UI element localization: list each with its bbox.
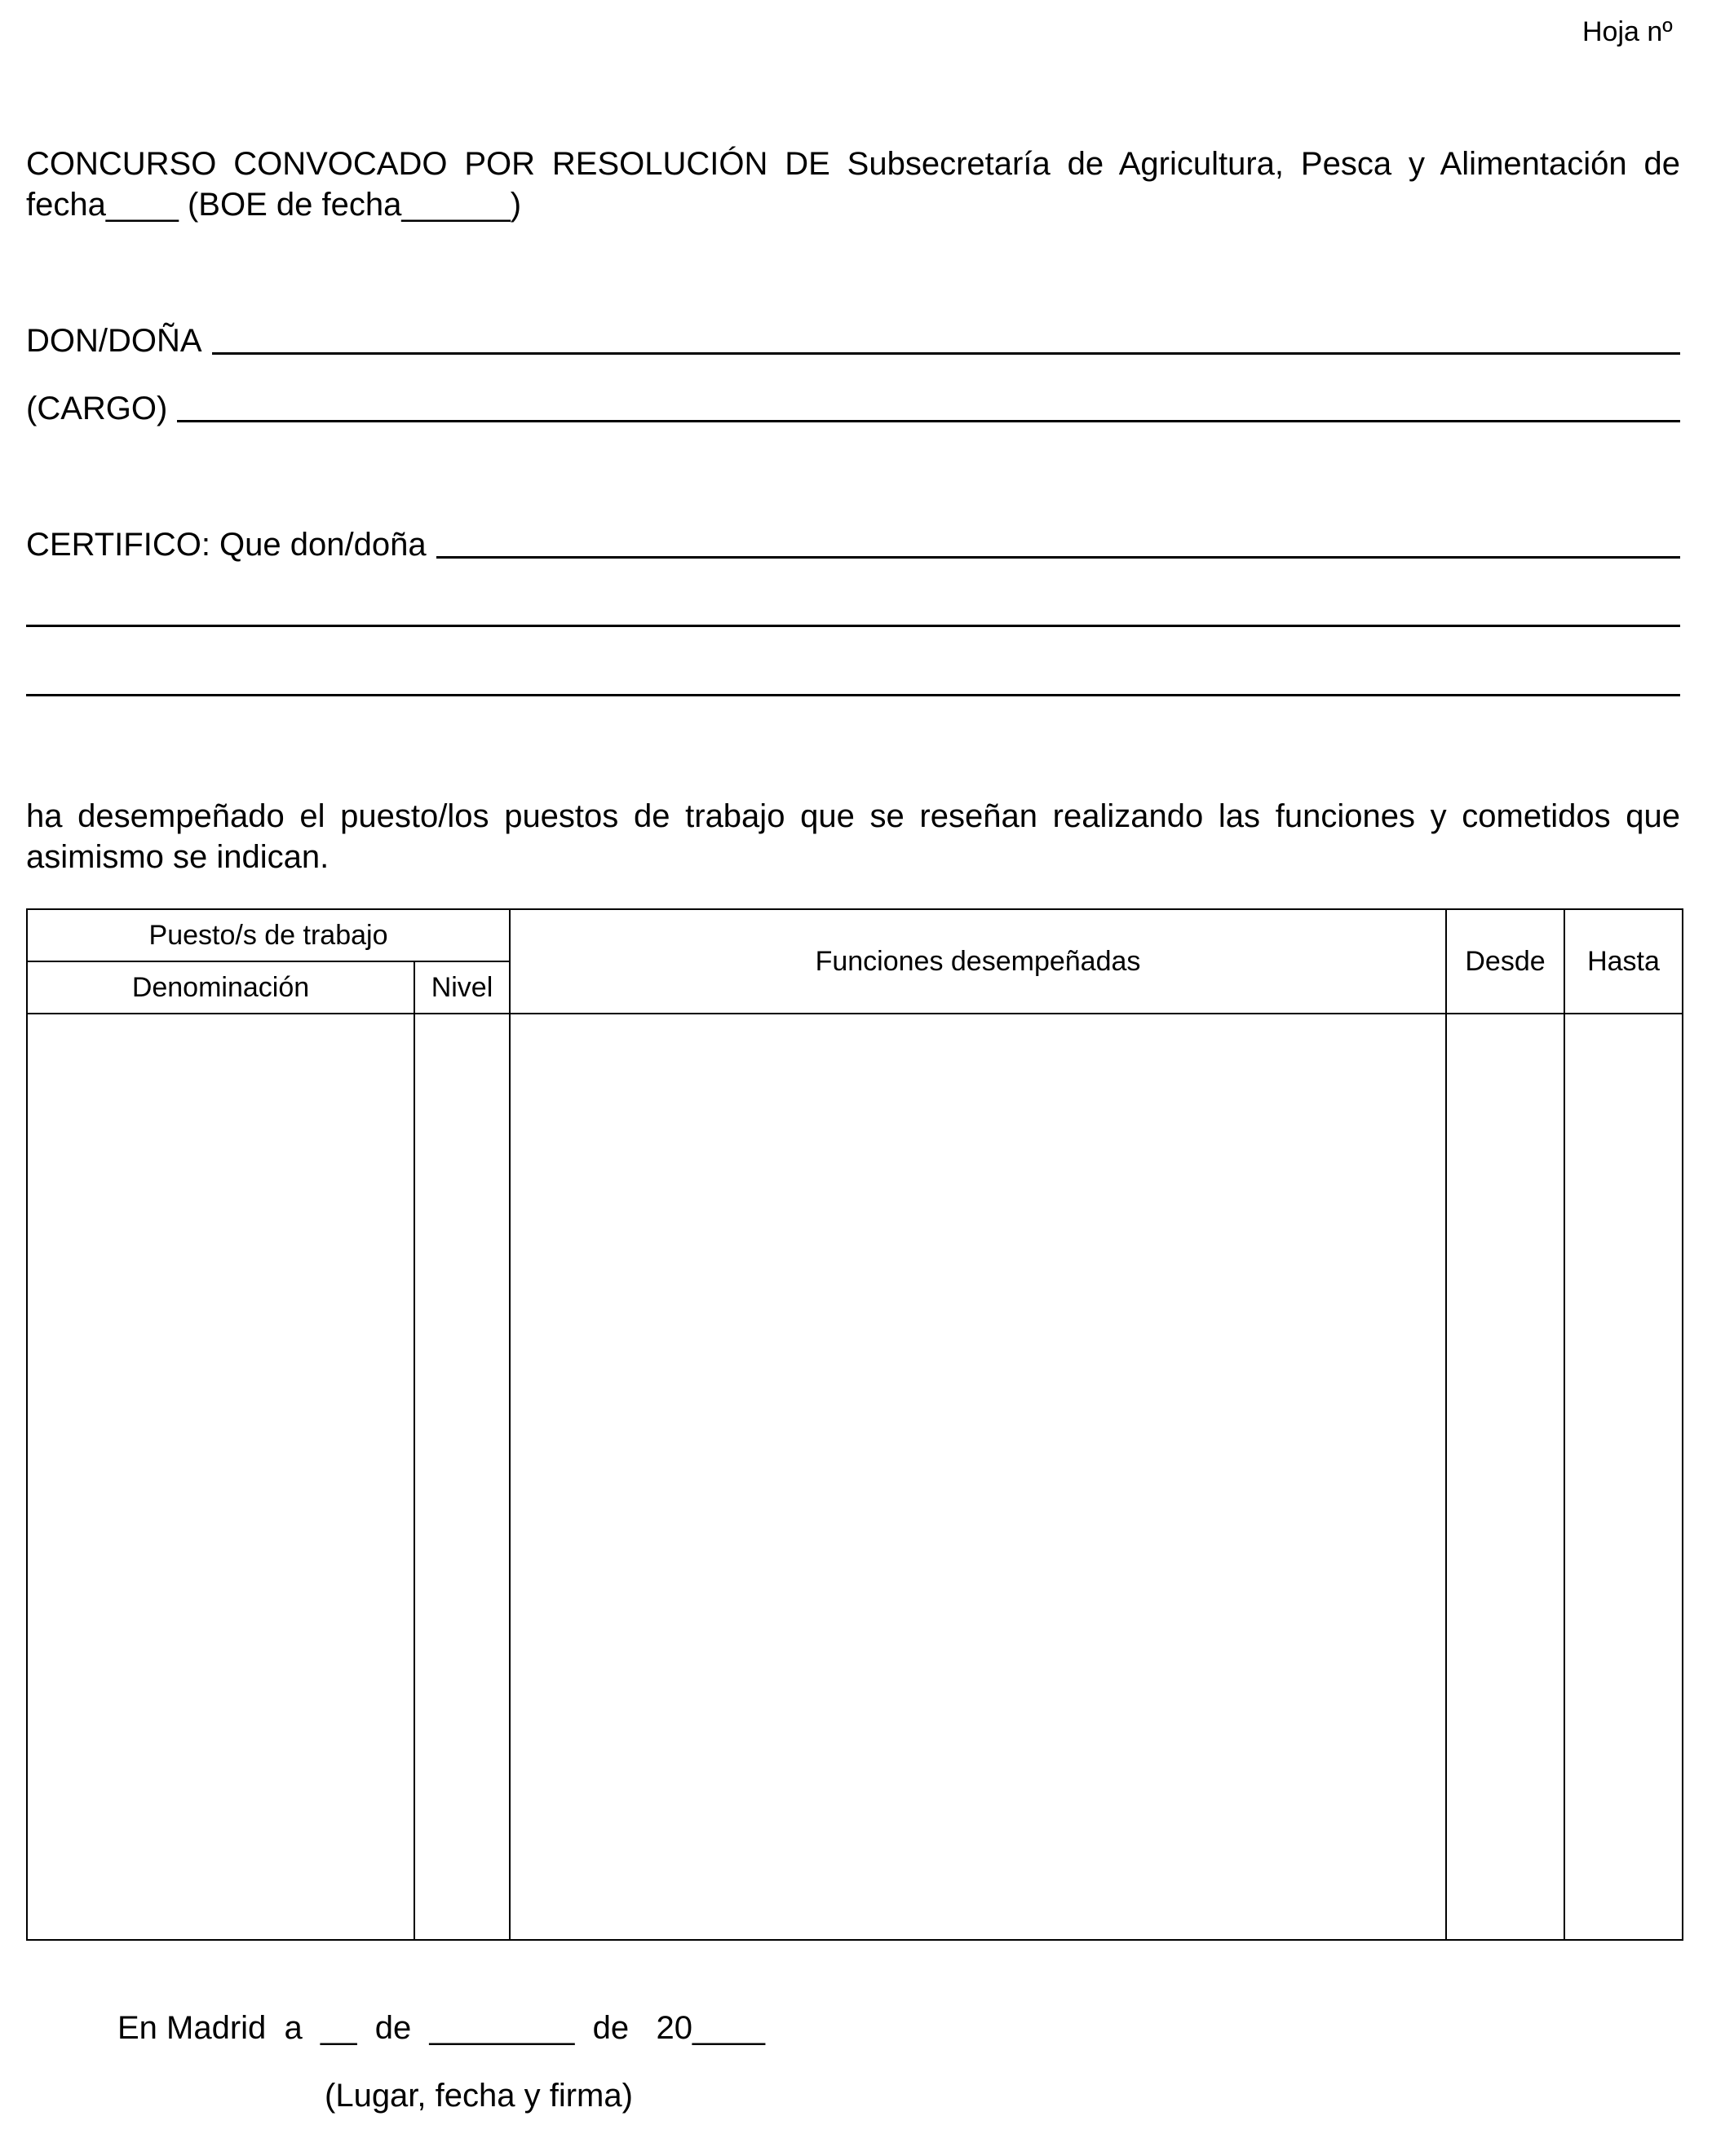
don-dona-label: DON/DOÑA bbox=[26, 323, 202, 359]
positions-table bbox=[26, 908, 1683, 1941]
denomination-column-header: Denominación bbox=[27, 961, 414, 1014]
level-cell[interactable] bbox=[414, 1014, 510, 1940]
cargo-blank-line[interactable] bbox=[177, 418, 1680, 422]
certifico-blank-line-2[interactable] bbox=[26, 625, 1680, 627]
cargo-field[interactable] bbox=[26, 388, 1680, 429]
functions-column-header: Funciones desempeñadas bbox=[510, 909, 1446, 1014]
from-cell[interactable] bbox=[1446, 1014, 1564, 1940]
functions-cell[interactable] bbox=[510, 1014, 1446, 1940]
statement-paragraph-line1: ha desempeñado el puesto/los puestos de trabajo que se reseñan realizando las funciones y cometidos que bbox=[26, 798, 1680, 834]
contest-title-line2: fecha____ (BOE de fecha______) bbox=[26, 187, 522, 223]
cargo-label: (CARGO) bbox=[26, 391, 168, 426]
certifico-label: CERTIFICO: Que don/doña bbox=[26, 527, 427, 563]
certifico-blank-line[interactable] bbox=[436, 554, 1680, 559]
don-dona-blank-line[interactable] bbox=[212, 351, 1680, 355]
to-column-header: Hasta bbox=[1564, 909, 1683, 1014]
contest-title-line1: CONCURSO CONVOCADO POR RESOLUCIÓN DE Subsecretaría de Agricultura, Pesca y Alimentación de bbox=[26, 146, 1680, 182]
table-body-row bbox=[27, 1014, 1683, 1940]
sheet-number-label: Hoja nº bbox=[1582, 16, 1673, 47]
denomination-cell[interactable] bbox=[27, 1014, 414, 1940]
certifico-blank-line-3[interactable] bbox=[26, 694, 1680, 696]
level-column-header: Nivel bbox=[414, 961, 510, 1014]
don-dona-field[interactable] bbox=[26, 320, 1680, 361]
certifico-field[interactable] bbox=[26, 524, 1680, 565]
statement-paragraph-line2: asimismo se indican. bbox=[26, 839, 330, 875]
positions-group-header: Puesto/s de trabajo bbox=[27, 909, 510, 961]
signature-caption: (Lugar, fecha y firma) bbox=[325, 2078, 633, 2114]
place-date-line: En Madrid a __ de ________ de 20____ bbox=[117, 2010, 765, 2046]
from-column-header: Desde bbox=[1446, 909, 1564, 1014]
to-cell[interactable] bbox=[1564, 1014, 1683, 1940]
